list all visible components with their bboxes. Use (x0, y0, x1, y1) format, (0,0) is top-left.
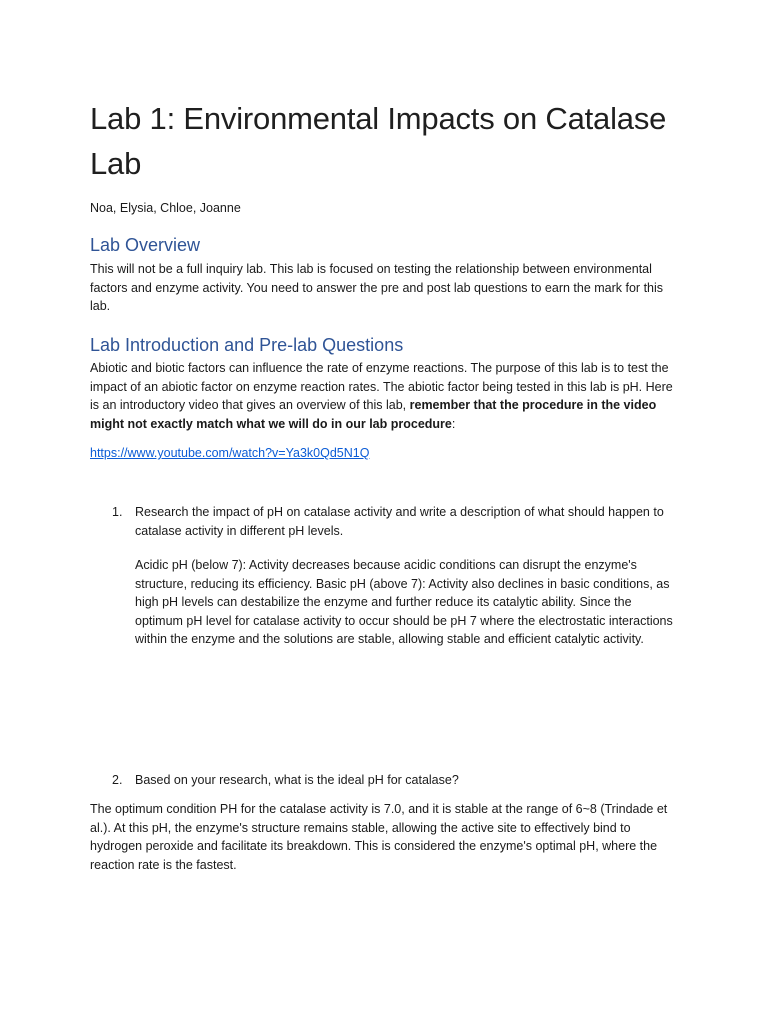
lab-overview-text: This will not be a full inquiry lab. This lab is focused on testing the relationship between environmental factors and enzyme activity. You need to answer the pre and post lab questions to earn the mark for this lab. (90, 262, 664, 314)
question-2-answer: The optimum condition PH for the catalase activity is 7.0, and it is stable at the range of 6~8 (Trindade et al.). At this pH, the enzyme's structure remains stable, allowing the active site to effectively bind to hydrogen peroxide and facilitate its breakdown. This is considered the enzyme's optimal pH, where the reaction rate is the fastest. (90, 802, 668, 872)
procedure-warning-text: remember that the procedure in the video might not exactly match what we will do in our lab procedure (90, 398, 657, 431)
lab-introduction-text (90, 359, 682, 433)
introduction-colon: : (451, 416, 456, 431)
question-2-text: Based on your research, what is the ideal pH for catalase? (135, 773, 459, 787)
introduction-body-text: Abiotic and biotic factors can influence the rate of enzyme reactions. The purpose of this lab is to test the impact of an abiotic factor on enzyme reaction rates. The abiotic factor being tested in this lab is pH. Here is an introductory video that gives an overview of this lab, (90, 361, 673, 413)
author-names: Noa, Elysia, Chloe, Joanne (90, 201, 241, 215)
lab-introduction-heading: Lab Introduction and Pre-lab Questions (90, 335, 404, 355)
question-1-number: 1. (112, 505, 123, 519)
document-title: Lab 1: Environmental Impacts on Catalase Lab (90, 101, 667, 181)
question-2-number: 2. (112, 773, 123, 787)
question-1-answer: Acidic pH (below 7): Activity decreases because acidic conditions can disrupt the enzyme's structure, reducing its efficiency. Basic pH (above 7): Activity also declines in basic conditions, as high pH levels can destabilize the enzyme and further reduce its catalytic ability. Since the optimum pH level for catalase activity to occur should be pH 7 where the electrostatic interactions within the enzyme and the solutions are stable, allowing stable and efficient catalytic activity. (135, 558, 673, 647)
intro-video-link[interactable]: https://www.youtube.com/watch?v=Ya3k0Qd5N1Q (90, 446, 370, 460)
question-1-text: Research the impact of pH on catalase activity and write a description of what should happen to catalase activity in different pH levels. (135, 505, 664, 538)
lab-overview-heading: Lab Overview (90, 235, 201, 255)
